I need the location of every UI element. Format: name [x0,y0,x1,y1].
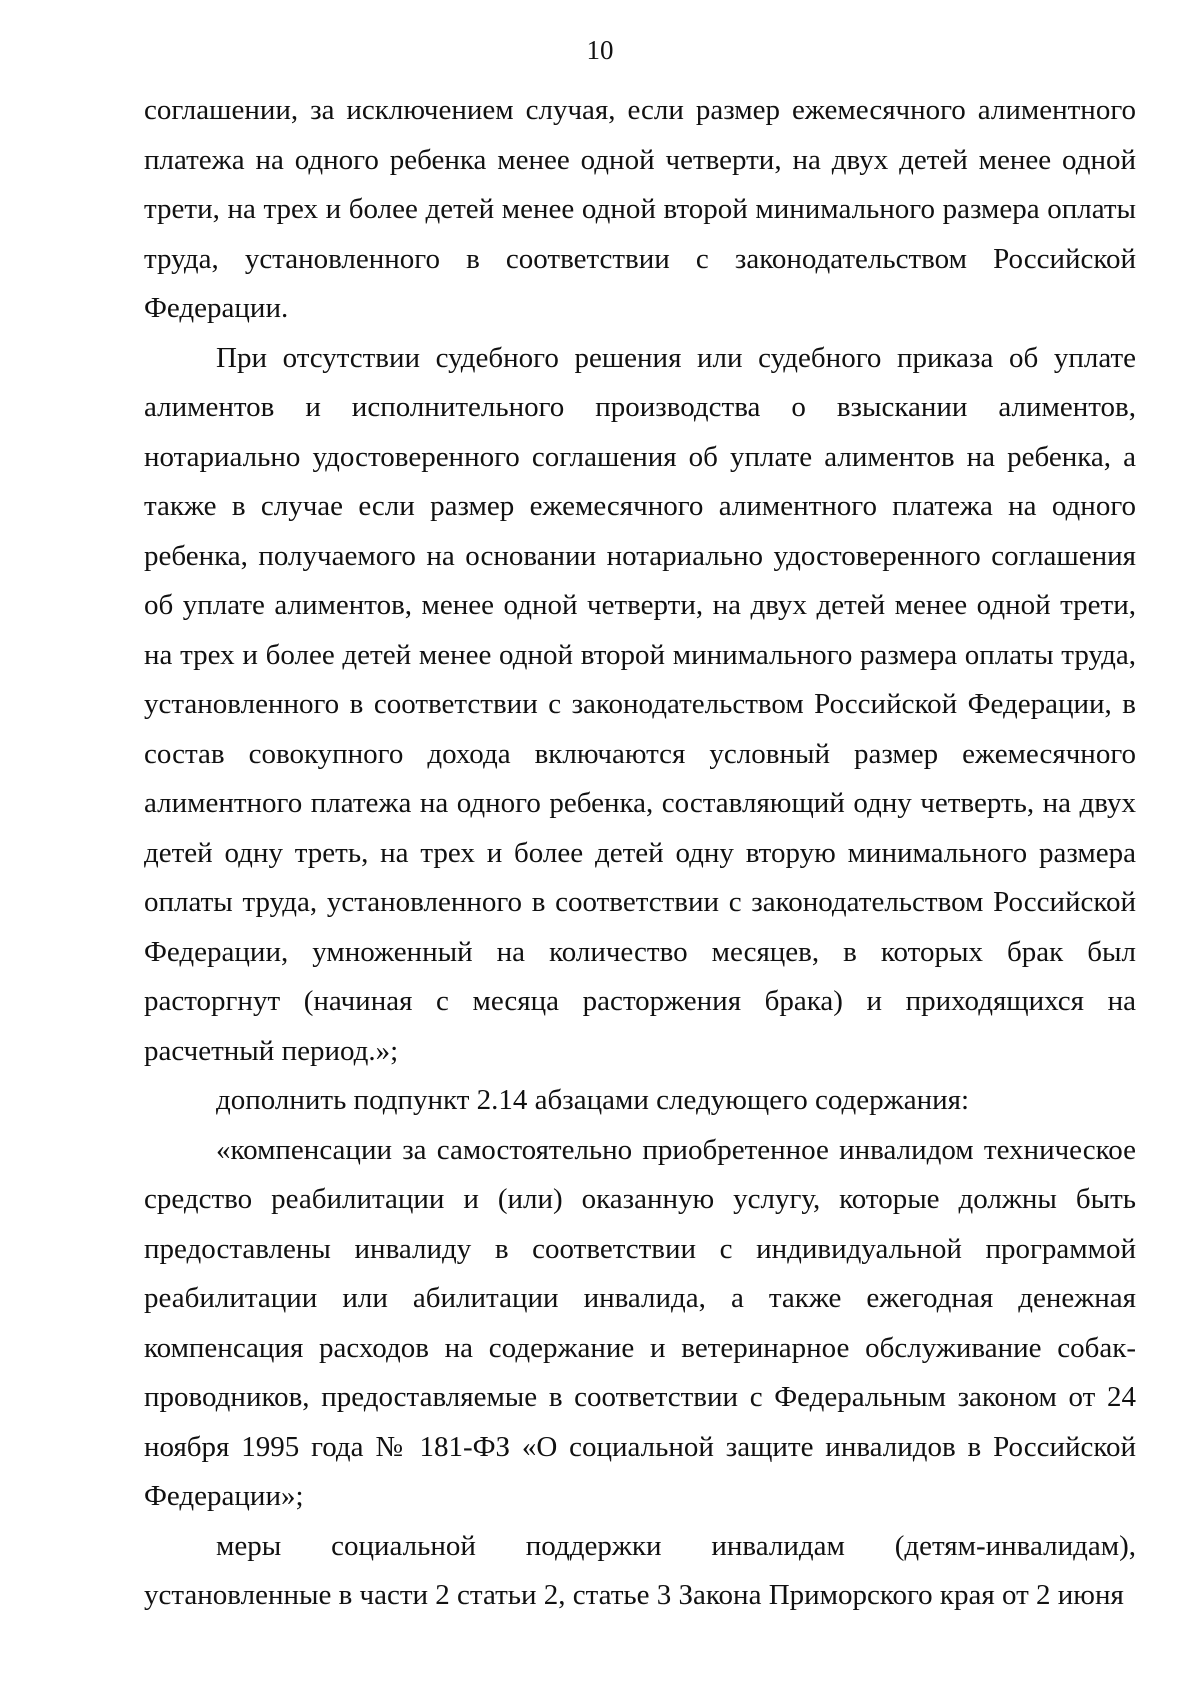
paragraph-1: соглашении, за исключением случая, если размер ежемесячного алиментного платежа на одного ребенка менее одной четверти, на двух детей менее одной трети, на трех и более детей менее одной второй минимального размера оплаты труда, установленного в соответствии с законодательством Российской Федерации. [144,94,1136,324]
document-body [144,86,1136,1621]
paragraph-4: «компенсации за самостоятельно приобретенное инвалидом техническое средство реабилитации и (или) оказанную услугу, которые должны быть предоставлены инвалиду в соответствии с индивидуальной программой реабилитации или абилитации инвалида, а также ежегодная денежная компенсация расходов на содержание и ветеринарное обслуживание собак-проводников, предоставляемые в соответствии с Федеральным законом от 24 ноября 1995 года № 181-ФЗ «О социальной защите инвалидов в Российской Федерации»; [144,1133,1136,1512]
page-number: 10 [586,35,614,65]
paragraph-5: меры социальной поддержки инвалидам (детям-инвалидам), установленные в части 2 статьи 2, статье 3 Закона Приморского края от 2 июня [144,1529,1136,1611]
paragraph-3: дополнить подпункт 2.14 абзацами следующего содержания: [216,1084,970,1116]
paragraph-2: При отсутствии судебного решения или судебного приказа об уплате алиментов и исполнительного производства о взыскании алиментов, нотариально удостоверенного соглашения об уплате алиментов на ребенка, а также в случае если размер ежемесячного алиментного платежа на одного ребенка, получаемого на основании нотариально удостоверенного соглашения об уплате алиментов, менее одной четверти, на двух детей менее одной трети, на трех и более детей менее одной второй минимального размера оплаты труда, установленного в соответствии с законодательством Российской Федерации, в состав совокупного дохода включаются условный размер ежемесячного алиментного платежа на одного ребенка, составляющий одну четверть, на двух детей одну треть, на трех и более детей одну вторую минимального размера оплаты труда, установленного в соответствии с законодательством Российской Федерации, умноженный на количество месяцев, в которых брак был расторгнут (начиная с месяца расторжения брака) и приходящихся на расчетный период.»; [144,341,1136,1067]
